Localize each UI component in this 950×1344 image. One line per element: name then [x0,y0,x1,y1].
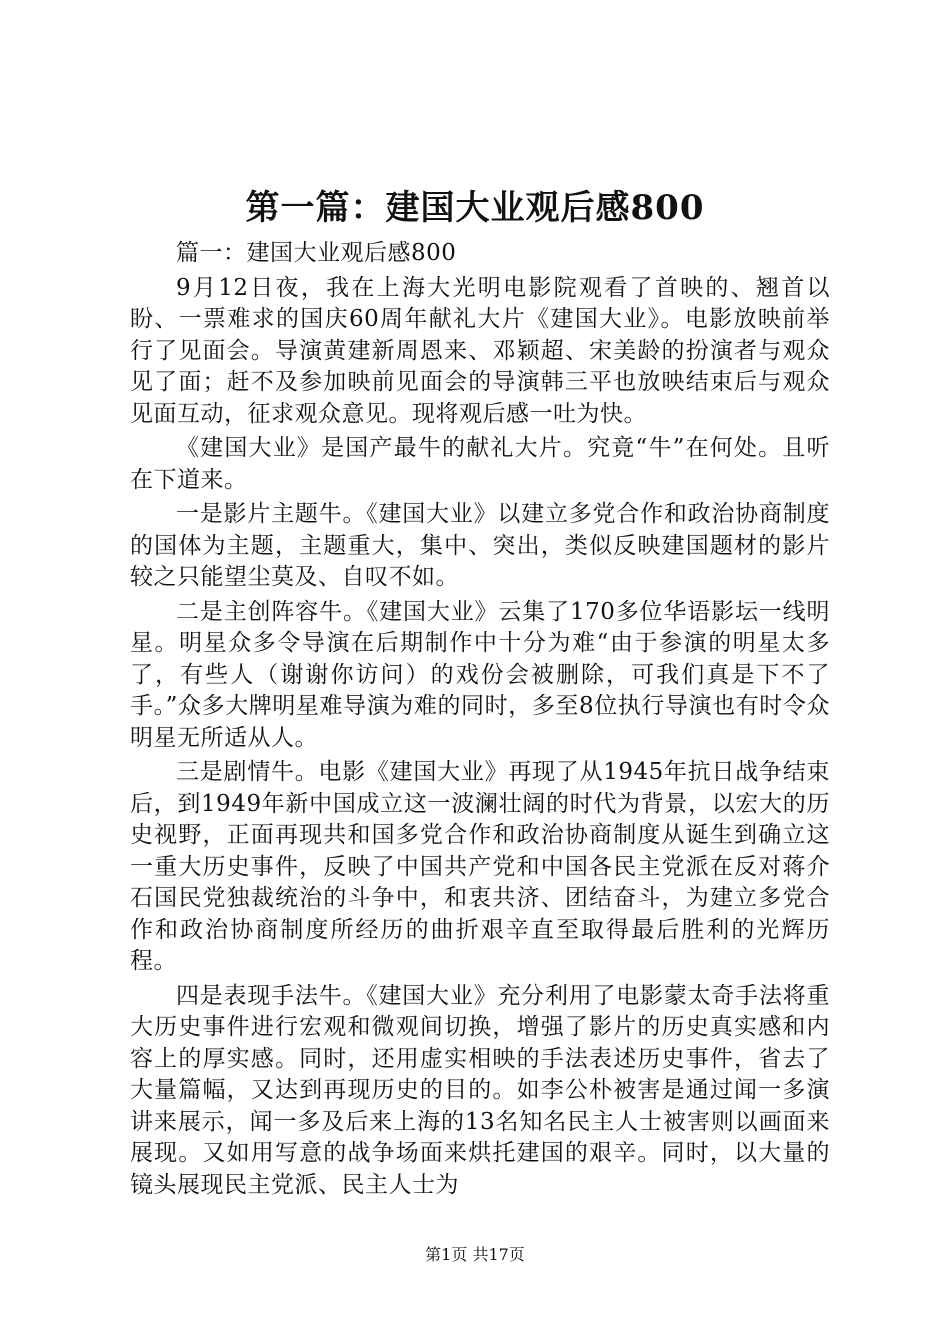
paragraph: 一是影片主题牛。《建国大业》以建立多党合作和政治协商制度的国体为主题，主题重大，集中、突出，类似反映建国题材的影片较之只能望尘莫及、自叹不如。 [130,501,830,590]
paragraph: 三是剧情牛。电影《建国大业》再现了从1945年抗日战争结束后，到1949年新中国成立这一波澜壮阔的时代为背景，以宏大的历史视野，正面再现共和国多党合作和政治协商制度从诞生到确立这一重大历史事件，反映了中国共产党和中国各民主党派在反对蒋介石国民党独裁统治的斗争中，和衷共济、团结奋斗，为建立多党合作和政治协商制度所经历的曲折艰辛直至取得最后胜利的光辉历程。 [130,759,830,974]
paragraph: 《建国大业》是国产最牛的献礼大片。究竟“牛”在何处。且听在下道来。 [130,435,830,493]
paragraph: 二是主创阵容牛。《建国大业》云集了170多位华语影坛一线明星。明星众多令导演在后期制作中十分为难“由于参演的明星太多了，有些人（谢谢你访问）的戏份会被删除，可我们真是下不了手。”众多大牌明星难导演为难的同时，多至8位执行导演也有时令众明星无所适从人。 [130,598,830,751]
document-title: 第一篇：建国大业观后感800 [245,188,705,228]
document-body [130,238,830,1201]
page-footer: 第1页 共17页 [425,1245,525,1264]
section-heading: 篇一：建国大业观后感800 [176,240,457,266]
paragraph: 9月12日夜，我在上海大光明电影院观看了首映的、翘首以盼、一票难求的国庆60周年献礼大片《建国大业》。电影放映前举行了见面会。导演黄建新周恩来、邓颖超、宋美龄的扮演者与观众见了面；赶不及参加映前见面会的导演韩三平也放映结束后与观众见面互动，征求观众意见。现将观后感一吐为快。 [130,274,830,427]
paragraph: 四是表现手法牛。《建国大业》充分利用了电影蒙太奇手法将重大历史事件进行宏观和微观间切换，增强了影片的历史真实感和内容上的厚实感。同时，还用虚实相映的手法表述历史事件，省去了大量篇幅，又达到再现历史的目的。如李公朴被害是通过闻一多演讲来展示，闻一多及后来上海的13名知名民主人士被害则以画面来展现。又如用写意的战争场面来烘托建国的艰辛。同时，以大量的镜头展现民主党派、民主人士为 [130,982,830,1198]
